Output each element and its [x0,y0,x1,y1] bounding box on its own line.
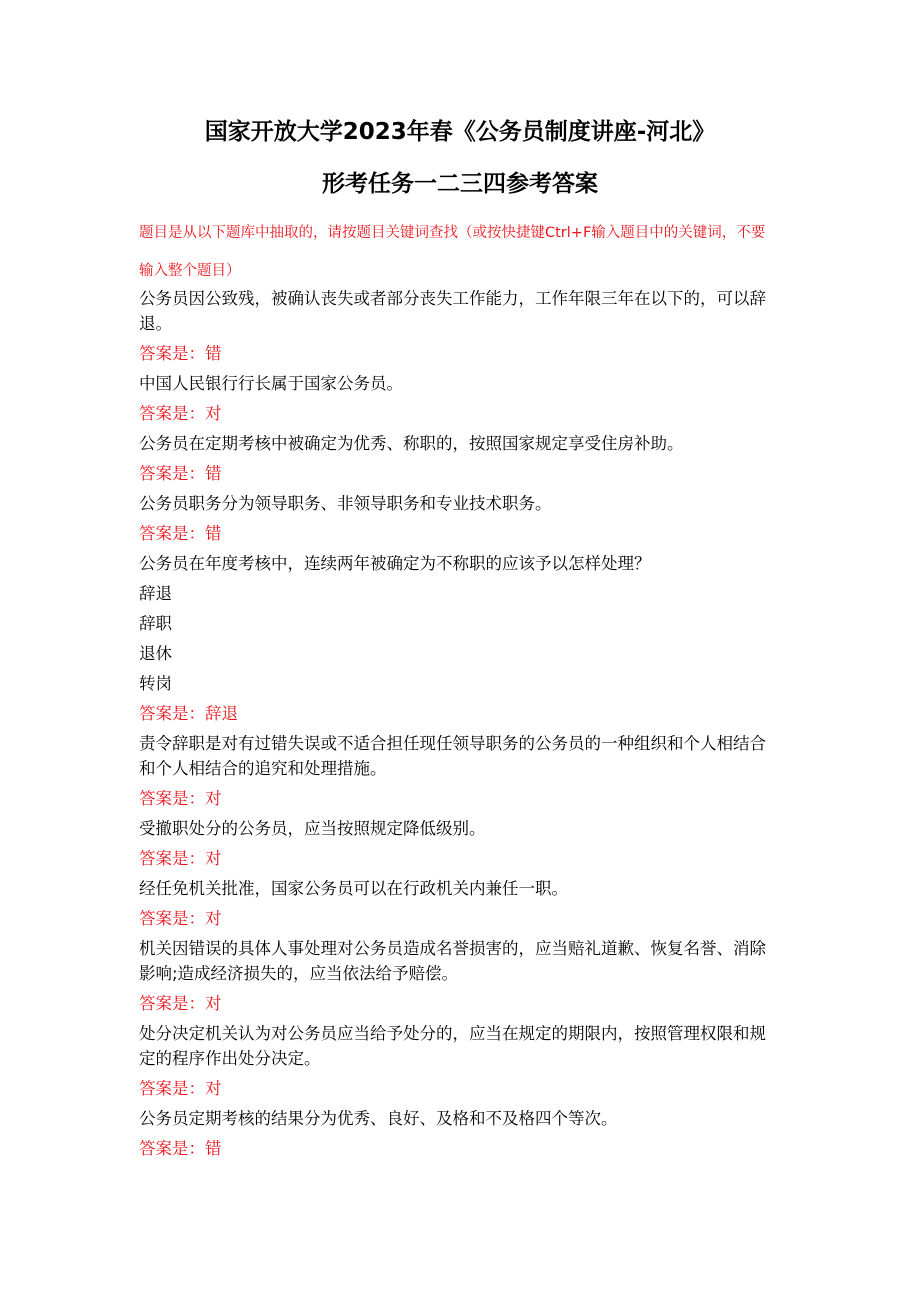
question-block [139,283,779,368]
question-text: 公务员在年度考核中，连续两年被确定为不称职的应该予以怎样处理？ [139,554,651,573]
answer-text: 答案是：对 [139,849,222,868]
question-option: 辞职 [139,614,172,633]
question-text: 公务员职务分为领导职务、非领导职务和专业技术职务。 [139,494,552,513]
question-text: 公务员因公致残，被确认丧失或者部分丧失工作能力，工作年限三年在以下的，可以辞退。 [139,289,766,333]
document-title-line2: 形考任务一二三四参考答案 [322,171,598,197]
answer-text: 答案是：错 [139,524,222,543]
question-text: 机关因错误的具体人事处理对公务员造成名誉损害的，应当赔礼道歉、恢复名誉、消除影响;造成经济损失的，应当依法给予赔偿。 [139,939,766,983]
question-text: 责令辞职是对有过错失误或不适合担任现任领导职务的公务员的一种组织和个人相结合和个人相结合的追究和处理措施。 [139,734,766,778]
answer-text: 答案是：错 [139,1139,222,1158]
answer-text: 答案是：对 [139,404,222,423]
question-block [139,368,779,428]
question-option: 转岗 [139,674,172,693]
answer-text: 答案是：错 [139,344,222,363]
question-block [139,933,779,1018]
answer-text: 答案是：对 [139,789,222,808]
question-block [139,728,779,813]
question-block [139,1103,779,1163]
question-text: 经任免机关批准，国家公务员可以在行政机关内兼任一职。 [139,879,568,898]
question-block [139,1018,779,1103]
question-list [139,283,779,1163]
search-notice: 题目是从以下题库中抽取的，请按题目关键词查找（或按快捷键Ctrl+F输入题目中的关键词，不要输入整个题目） [139,225,766,279]
question-block [139,488,779,548]
question-block [139,813,779,873]
question-text: 中国人民银行行长属于国家公务员。 [139,374,403,393]
answer-text: 答案是：对 [139,1079,222,1098]
question-option: 辞退 [139,584,172,603]
answer-text: 答案是：辞退 [139,704,238,723]
answer-text: 答案是：错 [139,464,222,483]
question-text: 受撤职处分的公务员，应当按照规定降低级别。 [139,819,486,838]
question-text: 处分决定机关认为对公务员应当给予处分的，应当在规定的期限内，按照管理权限和规定的程序作出处分决定。 [139,1024,766,1068]
answer-text: 答案是：对 [139,909,222,928]
question-block [139,428,779,488]
document-title-line1: 国家开放大学2023年春《公务员制度讲座-河北》 [204,119,716,145]
question-block [139,873,779,933]
question-text: 公务员定期考核的结果分为优秀、良好、及格和不及格四个等次。 [139,1109,618,1128]
question-option: 退休 [139,644,172,663]
answer-text: 答案是：对 [139,994,222,1013]
question-text: 公务员在定期考核中被确定为优秀、称职的，按照国家规定享受住房补助。 [139,434,684,453]
question-block [139,548,779,728]
